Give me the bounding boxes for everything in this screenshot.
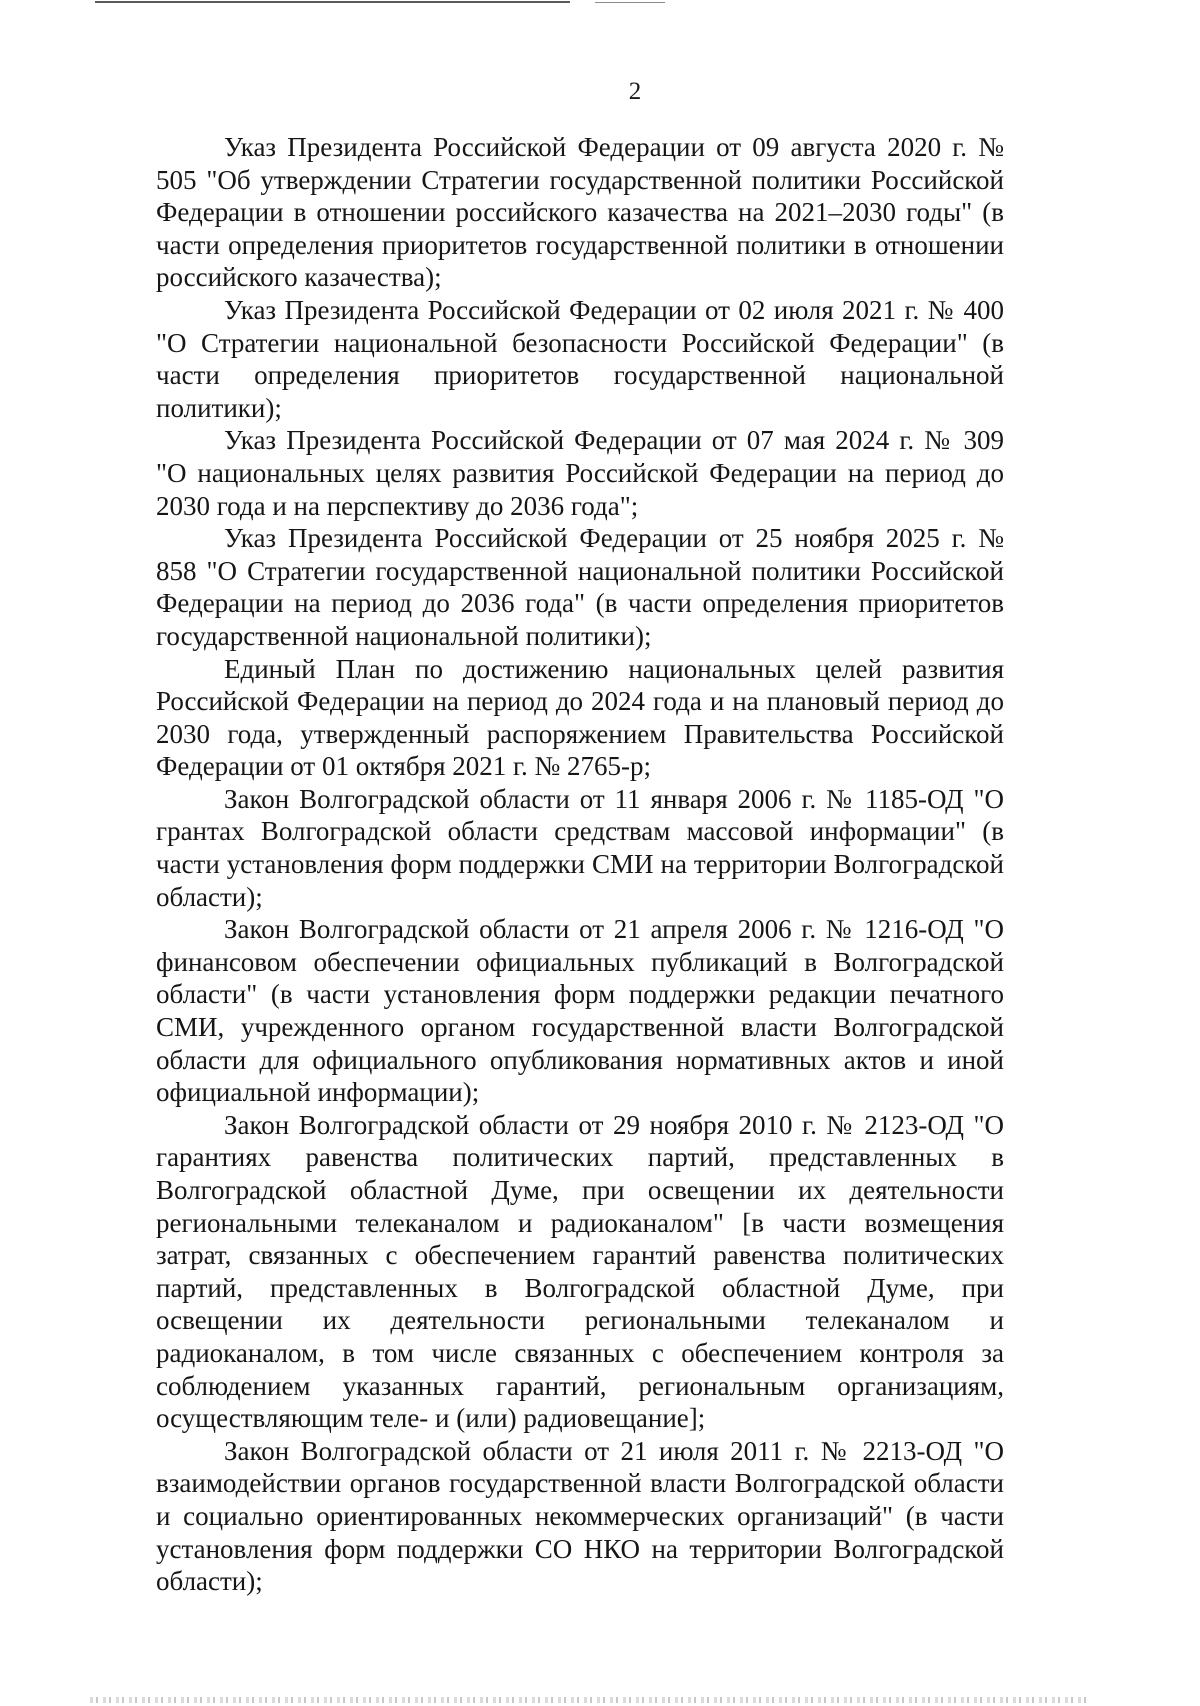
scan-edge-top (0, 0, 1200, 8)
scan-artifact-line (595, 2, 665, 3)
page-number: 2 (628, 78, 642, 105)
document-body (156, 131, 1004, 1598)
scan-artifact-line (95, 1, 570, 3)
legal-reference-paragraph: Указ Президента Российской Федерации от 02 июля 2021 г. № 400 "О Стратегии национальной безопасности Российской Федерации" (в части определения приоритетов государственной национальной политики); (156, 294, 1004, 423)
legal-reference-paragraph: Закон Волгоградской области от 21 июля 2011 г. № 2213-ОД "О взаимодействии органов государственной власти Волгоградской области и социально ориентированных некоммерческих организаций" (в части установления форм поддержки СО НКО на территории Волгоградской области); (156, 1435, 1004, 1597)
legal-reference-paragraph: Единый План по достижению национальных целей развития Российской Федерации на период до 2024 года и на плановый период до 2030 года, утвержденный распоряжением Правительства Российской Федерации от 01 октября 2021 г. № 2765-р; (156, 653, 1004, 782)
legal-reference-paragraph: Закон Волгоградской области от 29 ноября 2010 г. № 2123-ОД "О гарантиях равенства политических партий, представленных в Волгоградской областной Думе, при освещении их деятельности региональными телеканалом и радиоканалом" [в части возмещения затрат, связанных с обеспечением гарантий равенства политических партий, представленных в Волгоградской областной Думе, при освещении их деятельности региональными телеканалом и радиоканалом, в том числе связанных с обеспечением контроля за соблюдением указанных гарантий, региональным организациям, осуществляющим теле- и (или) радиовещание]; (156, 1109, 1004, 1434)
legal-reference-paragraph: Указ Президента Российской Федерации от 25 ноября 2025 г. № 858 "О Стратегии государственной национальной политики Российской Федерации на период до 2036 года" (в части определения приоритетов государственной национальной политики); (156, 523, 1004, 651)
scan-edge-bottom (90, 1697, 1090, 1703)
legal-reference-paragraph: Указ Президента Российской Федерации от 07 мая 2024 г. № 309 "О национальных целях развития Российской Федерации на период до 2030 года и на перспективу до 2036 года"; (156, 425, 1004, 521)
legal-reference-paragraph: Указ Президента Российской Федерации от 09 августа 2020 г. № 505 "Об утверждении Стратегии государственной политики Российской Федерации в отношении российского казачества на 2021–2030 годы" (в части определения приоритетов государственной политики в отношении российского казачества); (156, 132, 1004, 293)
legal-reference-paragraph: Закон Волгоградской области от 11 января 2006 г. № 1185-ОД "О грантах Волгоградской области средствам массовой информации" (в части установления форм поддержки СМИ на территории Волгоградской области); (156, 783, 1004, 912)
legal-reference-paragraph: Закон Волгоградской области от 21 апреля 2006 г. № 1216-ОД "О финансовом обеспечении официальных публикаций в Волгоградской области" (в части установления форм поддержки редакции печатного СМИ, учрежденного органом государственной власти Волгоградской области для официального опубликования нормативных актов и иной официальной информации); (156, 914, 1004, 1108)
